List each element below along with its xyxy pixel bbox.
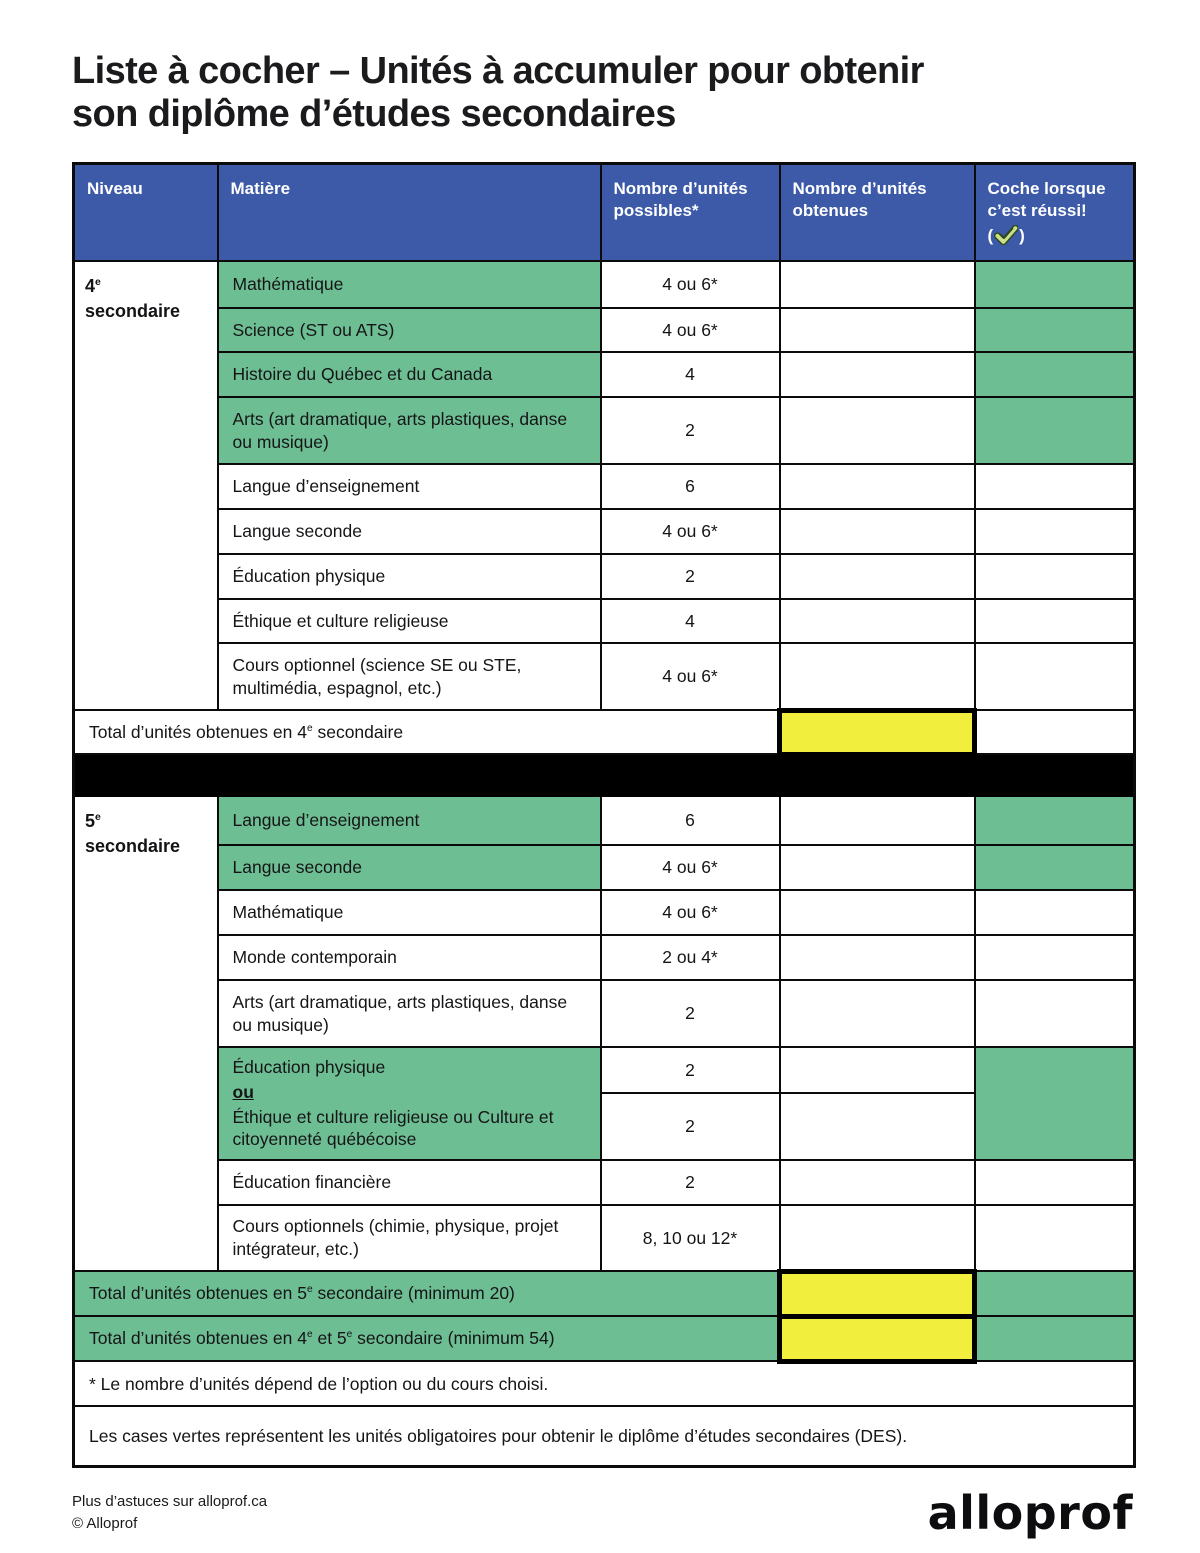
units-checklist-table: [72, 162, 1136, 1468]
coche-input-cell[interactable]: [975, 980, 1135, 1047]
total-row-sec4: [74, 710, 1135, 754]
niveau-5-cell: 5e secondaire: [74, 796, 218, 1271]
matiere-cell: Langue seconde: [218, 509, 601, 554]
table-row: [74, 554, 1135, 599]
total-row-sec5: [74, 1271, 1135, 1316]
coche-input-cell[interactable]: [975, 890, 1135, 935]
page-footer: [72, 1486, 1133, 1540]
matiere-cell: Langue d’enseignement: [218, 796, 601, 845]
possibles-cell: 4 ou 6*: [601, 261, 780, 308]
table-row: [74, 509, 1135, 554]
possibles-cell: 2: [601, 980, 780, 1047]
matiere-cell: Éthique et culture religieuse: [218, 599, 601, 643]
obtenues-input-cell[interactable]: [780, 397, 975, 464]
matiere-cell: Cours optionnel (science SE ou STE, multimédia, espagnol, etc.): [218, 643, 601, 710]
possibles-cell: 2: [601, 1093, 780, 1161]
table-row: [74, 643, 1135, 710]
total-row-combined: [74, 1316, 1135, 1361]
obtenues-input-cell[interactable]: [780, 845, 975, 890]
coche-input-cell[interactable]: [975, 464, 1135, 509]
col-header-matiere: Matière: [218, 163, 601, 261]
section-divider-band: [74, 754, 1135, 796]
total-sec5-input-cell[interactable]: [780, 1271, 975, 1316]
obtenues-input-cell[interactable]: [780, 464, 975, 509]
coche-parens: ( ): [987, 225, 1025, 245]
possibles-cell: 4 ou 6*: [601, 890, 780, 935]
possibles-cell: 4: [601, 352, 780, 397]
coche-input-cell[interactable]: [975, 308, 1135, 352]
footer-tips-line: Plus d’astuces sur alloprof.ca: [72, 1492, 268, 1510]
obtenues-input-cell[interactable]: [780, 308, 975, 352]
table-row: [74, 1205, 1135, 1271]
coche-input-cell[interactable]: [975, 845, 1135, 890]
col-header-obtenues: Nombre d’unités obtenues: [780, 163, 975, 261]
obtenues-input-cell[interactable]: [780, 643, 975, 710]
matiere-cell: Arts (art dramatique, arts plastiques, danse ou musique): [218, 397, 601, 464]
obtenues-input-cell[interactable]: [780, 1047, 975, 1092]
table-row: [74, 352, 1135, 397]
matiere-cell: Éducation physique: [218, 554, 601, 599]
table-row-ou-choice: [74, 1047, 1135, 1092]
coche-input-cell[interactable]: [975, 796, 1135, 845]
possibles-cell: 6: [601, 796, 780, 845]
total-sec5-coche-cell: [975, 1271, 1135, 1316]
footer-copyright: © Alloprof: [72, 1514, 138, 1532]
obtenues-input-cell[interactable]: [780, 890, 975, 935]
obtenues-input-cell[interactable]: [780, 980, 975, 1047]
table-row: [74, 397, 1135, 464]
obtenues-input-cell[interactable]: [780, 1160, 975, 1205]
possibles-cell: 6: [601, 464, 780, 509]
possibles-cell: 2 ou 4*: [601, 935, 780, 980]
coche-input-cell[interactable]: [975, 509, 1135, 554]
footnote-row: [74, 1406, 1135, 1466]
coche-input-cell[interactable]: [975, 261, 1135, 308]
col-header-coche: [975, 163, 1135, 261]
possibles-cell: 2: [601, 554, 780, 599]
coche-input-cell[interactable]: [975, 599, 1135, 643]
obtenues-input-cell[interactable]: [780, 1205, 975, 1271]
possibles-cell: 2: [601, 1047, 780, 1092]
possibles-cell: 2: [601, 1160, 780, 1205]
matiere-cell: Histoire du Québec et du Canada: [218, 352, 601, 397]
ou-label: ou: [232, 1081, 254, 1102]
total-combined-coche-cell: [975, 1316, 1135, 1361]
col-header-possibles: Nombre d’unités possibles*: [601, 163, 780, 261]
coche-input-cell[interactable]: [975, 935, 1135, 980]
footnote-units: * Le nombre d’unités dépend de l’option ou du cours choisi.: [74, 1361, 1135, 1406]
coche-input-cell[interactable]: [975, 1160, 1135, 1205]
matiere-cell: Mathématique: [218, 890, 601, 935]
matiere-cell: Monde contemporain: [218, 935, 601, 980]
possibles-cell: 4: [601, 599, 780, 643]
double-checkmark-icon: [994, 225, 1018, 245]
coche-input-cell[interactable]: [975, 554, 1135, 599]
matiere-cell: Mathématique: [218, 261, 601, 308]
footer-text: [72, 1491, 267, 1535]
matiere-cell: Langue d’enseignement: [218, 464, 601, 509]
table-row: [74, 845, 1135, 890]
possibles-cell: 4 ou 6*: [601, 509, 780, 554]
matiere-cell: Langue seconde: [218, 845, 601, 890]
obtenues-input-cell[interactable]: [780, 935, 975, 980]
total-sec5-label: Total d’unités obtenues en 5e secondaire (minimum 20): [74, 1271, 780, 1316]
matiere-cell: Éducation financière: [218, 1160, 601, 1205]
possibles-cell: 4 ou 6*: [601, 845, 780, 890]
table-row: [74, 464, 1135, 509]
total-sec4-coche-cell: [975, 710, 1135, 754]
table-row: [74, 261, 1135, 308]
possibles-cell: 4 ou 6*: [601, 643, 780, 710]
table-row: [74, 1160, 1135, 1205]
table-row: [74, 890, 1135, 935]
alloprof-logo: alloprof: [927, 1485, 1133, 1540]
table-row: [74, 796, 1135, 845]
total-combined-label: Total d’unités obtenues en 4e et 5e secondaire (minimum 54): [74, 1316, 780, 1361]
header-row: [74, 163, 1135, 261]
footnote-row: [74, 1361, 1135, 1406]
obtenues-input-cell[interactable]: [780, 1093, 975, 1161]
coche-input-cell[interactable]: [975, 643, 1135, 710]
obtenues-input-cell[interactable]: [780, 796, 975, 845]
obtenues-input-cell[interactable]: [780, 352, 975, 397]
col-header-niveau: Niveau: [74, 163, 218, 261]
obtenues-input-cell[interactable]: [780, 261, 975, 308]
page-title: [72, 50, 1133, 136]
matiere-cell: Science (ST ou ATS): [218, 308, 601, 352]
possibles-cell: 2: [601, 397, 780, 464]
col-header-coche-label: Coche lorsque c’est réussi!: [987, 178, 1106, 221]
total-sec4-input-cell[interactable]: [780, 710, 975, 754]
total-sec4-label: Total d’unités obtenues en 4e secondaire: [74, 710, 780, 754]
matiere-ou-cell: Éducation physique ou Éthique et culture religieuse ou Culture et citoyenneté québécoise: [218, 1047, 601, 1160]
obtenues-input-cell[interactable]: [780, 599, 975, 643]
matiere-cell: Cours optionnels (chimie, physique, projet intégrateur, etc.): [218, 1205, 601, 1271]
table-row: [74, 935, 1135, 980]
obtenues-input-cell[interactable]: [780, 509, 975, 554]
matiere-cell: Arts (art dramatique, arts plastiques, danse ou musique): [218, 980, 601, 1047]
coche-input-cell[interactable]: [975, 1047, 1135, 1160]
page-title-line2: son diplôme d’études secondaires: [72, 92, 676, 135]
obtenues-input-cell[interactable]: [780, 554, 975, 599]
niveau-4-cell: 4e secondaire: [74, 261, 218, 710]
footnote-green-cells: Les cases vertes représentent les unités obligatoires pour obtenir le diplôme d’études secondaires (DES).: [74, 1406, 1135, 1466]
total-combined-input-cell[interactable]: [780, 1316, 975, 1361]
table-row: [74, 599, 1135, 643]
table-row: [74, 980, 1135, 1047]
coche-input-cell[interactable]: [975, 1205, 1135, 1271]
table-row: [74, 308, 1135, 352]
coche-input-cell[interactable]: [975, 352, 1135, 397]
page-title-line1: Liste à cocher – Unités à accumuler pour obtenir: [72, 50, 924, 92]
possibles-cell: 8, 10 ou 12*: [601, 1205, 780, 1271]
possibles-cell: 4 ou 6*: [601, 308, 780, 352]
coche-input-cell[interactable]: [975, 397, 1135, 464]
